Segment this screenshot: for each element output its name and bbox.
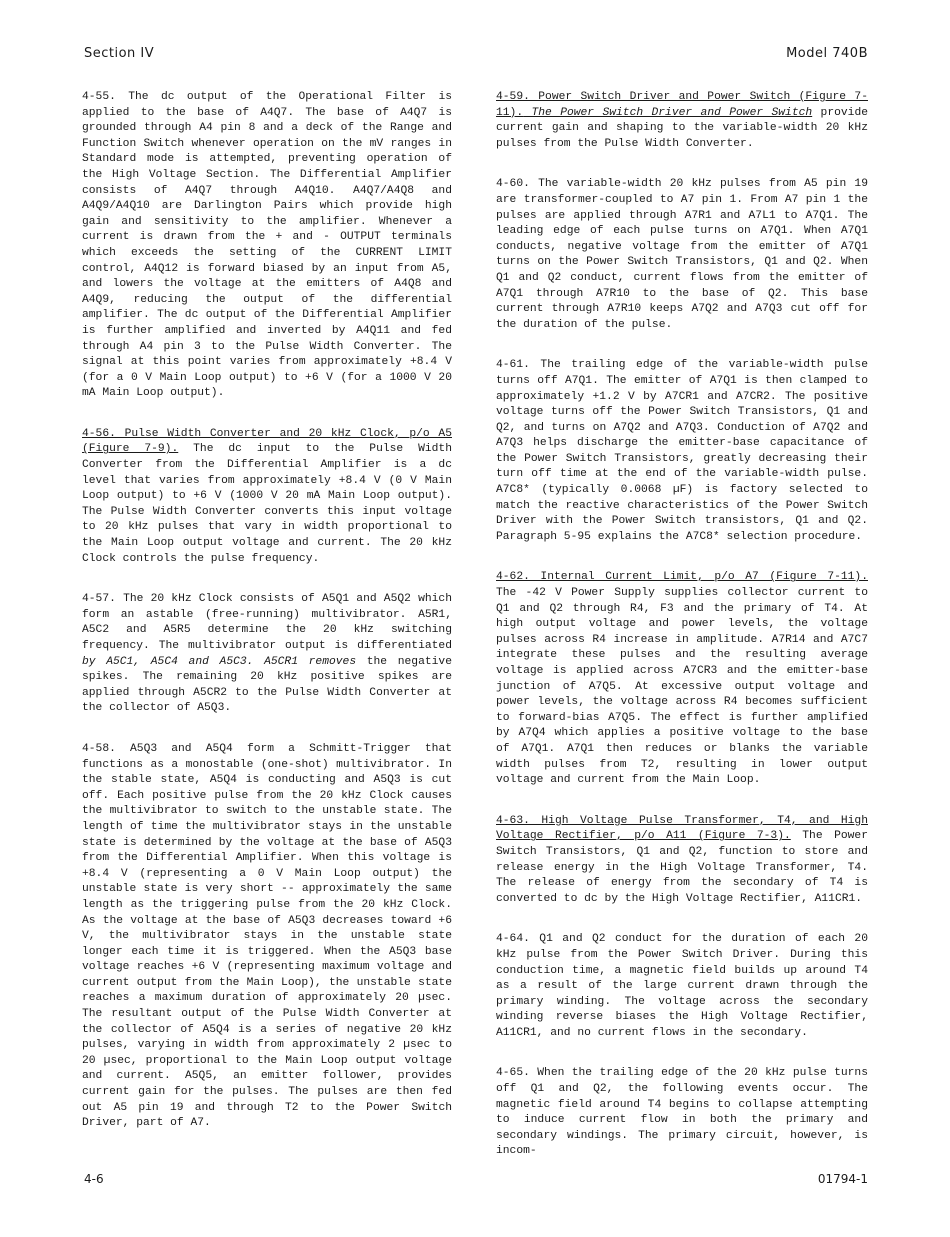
paragraph-4-63-heading: 4-63. High Voltage Pulse Transformer, T4, and High Voltage Rectifier, p/o A11 (Figure 7-3). xyxy=(496,814,868,843)
paragraph-4-61: 4-61. The trailing edge of the variable-width pulse turns off A7Q1. The emitter of A7Q1 is then clamped to approximately +1.2 V by A7CR1 and A7CR2. The positive voltage turns off the Power Switch Transistors, Q1 and Q2, and turns on A7Q2 and A7Q3. Conduction of A7Q2 and A7Q3 helps discharge the emitter-base capacitance of the Power Switch Transistors, greatly decreasing their turn off time at the end of the variable-width pulse. A7C8* (typically 0.0068 µF) is factory selected to match the reactive characteristics of the Power Switch Driver with the Power Switch transistors, Q1 and Q2. Paragraph 5-95 explains the A7C8* selection procedure. xyxy=(496,359,868,543)
paragraph-4-55: 4-55. The dc output of the Operational Filter is applied to the base of A4Q7. The base of A4Q7 is grounded through A4 pin 8 and a deck of the Range and Function Switch whenever operation on the mV ranges in Standard mode is attempted, preventing operation of the High Voltage Section. The Differential Amplifier consists of A4Q7 through A4Q10. A4Q7/A4Q8 and A4Q9/A4Q10 are Darlington Pairs which provide high gain and sensitivity to the amplifier. Whenever a current is drawn from the + and - OUTPUT terminals which exceeds the setting of the CURRENT LIMIT control, A4Q12 is forward biased by an input from A5, and lowers the voltage at the emitters of A4Q8 and A4Q9, reducing the output of the differential amplifier. The dc output of the Differential Amplifier is further amplified and inverted by A4Q11 and fed through A4 pin 3 to the Pulse Width Converter. The signal at this point varies from approximately +8.4 V (for a 0 V Main Loop output) to +6 V (for a 1000 V 20 mA Main Loop output). xyxy=(82,91,452,400)
paragraph-4-59-italic: The Power Switch Driver and Power Switch xyxy=(523,106,813,119)
model-label: Model 740B xyxy=(786,46,868,61)
paragraph-4-58: 4-58. A5Q3 and A5Q4 form a Schmitt-Trigger that functions as a monostable (one-shot) multivibrator. In the stable state, A5Q4 is conducting and A5Q3 is cut off. Each positive pulse from the 20 kHz Clock causes the multivibrator to switch to the unstable state. The length of time the multivibrator stays in the unstable state is determined by the voltage at the base of A5Q3 from the Differential Amplifier. When this voltage is +8.4 V (representing a 0 V Main Loop output) the unstable state is very short -- approximately the same length as the triggering pulse from the 20 kHz Clock. As the voltage at the base of A5Q3 decreases toward +6 V, the multivibrator stays in the unstable state longer each time it is triggered. When the A5Q3 base voltage reaches +6 V (representing maximum voltage and current output from the Main Loop), the unstable state reaches a maximum duration of approximately 20 µsec. The resultant output of the Pulse Width Converter at the collector of A5Q4 is a series of negative 20 kHz pulses, varying in width from approximately 2 µsec to 20 µsec, proportional to the Main Loop output voltage and current. A5Q5, an emitter follower, provides current gain for the pulses. The pulses are then fed out A5 pin 19 and through T2 to the Power Switch Driver, part of A7. xyxy=(82,742,452,1130)
paragraph-4-59-heading: 4-59. Power Switch Driver and Power Switch (Figure 7-11). xyxy=(496,91,868,119)
right-column xyxy=(496,90,868,1185)
paragraph-4-62-heading: 4-62. Internal Current Limit, p/o A7 (Figure 7-11). xyxy=(496,571,868,584)
paragraph-4-59 xyxy=(496,90,868,152)
paragraph-4-65: 4-65. When the trailing edge of the 20 kHz pulse turns off Q1 and Q2, the following events occur. The magnetic field around T4 begins to collapse attempting to induce current flow in both the primary and secondary windings. The primary circuit, however, is incom- xyxy=(496,1067,868,1158)
paragraph-4-56 xyxy=(82,427,452,567)
paragraph-4-57-italic: by A5C1, A5C4 and A5C3. A5CR1 removes xyxy=(82,655,357,668)
page-number: 4-6 xyxy=(84,1172,104,1186)
paragraph-4-59-body: provide current gain and shaping to the variable-width 20 kHz pulses from the Pulse Width Converter. xyxy=(496,106,869,150)
paragraph-4-57 xyxy=(82,592,452,717)
document-number: 01794-1 xyxy=(817,1172,868,1186)
paragraph-4-57-text-b: the negative spikes. The remaining 20 kHz positive spikes are applied through A5CR2 to the Pulse Width Converter at the collector of A5Q3. xyxy=(82,655,452,715)
paragraph-4-62-body: The -42 V Power Supply supplies collector current to Q1 and Q2 through R4, F3 and the primary of T4. At high output voltage and power levels, the voltage pulses across R4 increase in amplitude. A7R14 and A7C7 integrate these pulses and the resulting average voltage is applied across A7CR3 and the emitter-base junction of A7Q5. At excessive output voltage and power levels, the voltage across R4 becomes sufficient to forward-bias A7Q5. The effect is further amplified by A7Q4 which applies a positive voltage to the base of A7Q1. A7Q1 then reduces or blanks the variable width pulses from T2, resulting in lower output voltage and current from the Main Loop. xyxy=(496,587,868,787)
paragraph-4-63-body: The Power Switch Transistors, Q1 and Q2, function to store and release energy in the High Voltage Transformer, T4. The release of energy from the secondary of T4 is converted to dc by the High Voltage Rectifier, A11CR1. xyxy=(496,830,868,905)
paragraph-4-57-text-a: 4-57. The 20 kHz Clock consists of A5Q1 and A5Q2 which form an astable (free-running) multivibrator. A5R1, A5C2 and A5R5 determine the 20 kHz switching frequency. The multivibrator output is differentiated xyxy=(82,593,452,652)
paragraph-4-64: 4-64. Q1 and Q2 conduct for the duration of each 20 kHz pulse from the Power Switch Driver. During this conduction time, a magnetic field builds up around T4 as a result of the large current drawn through the primary winding. The voltage across the secondary winding reverse biases the High Voltage Rectifier, A11CR1, and no current flows in the secondary. xyxy=(496,933,868,1039)
section-label: Section IV xyxy=(84,46,155,61)
left-column xyxy=(82,90,452,1157)
paragraph-4-60: 4-60. The variable-width 20 kHz pulses from A5 pin 19 are transformer-coupled to A7 pin 1. From A7 pin 1 the pulses are applied through A7R1 and A7L1 to A7Q1. The leading edge of each pulse turns on A7Q1. When A7Q1 conducts, negative voltage from the emitter of A7Q1 turns on the Power Switch Transistors, Q1 and Q2. When Q1 and Q2 conduct, current flows from the emitter of A7Q1 through A7R10 to the base of Q2. This base current through A7R10 keeps A7Q2 and A7Q3 cut off for the duration of the pulse. xyxy=(496,178,868,331)
paragraph-4-56-body: The dc input to the Pulse Width Converter from the Differential Amplifier is a dc level that varies from approximately +8.4 V (0 V Main Loop output) to +6 V (1000 V 20 mA Main Loop output). The Pulse Width Converter converts this input voltage to 20 kHz pulses that vary in width proportional to the Main Loop output voltage and current. The 20 kHz Clock controls the pulse frequency. xyxy=(82,443,452,565)
paragraph-4-56-heading: 4-56. Pulse Width Converter and 20 kHz Clock, p/o A5 (Figure 7-9). xyxy=(82,427,452,456)
paragraph-4-63 xyxy=(496,814,868,908)
paragraph-4-62 xyxy=(496,570,868,788)
